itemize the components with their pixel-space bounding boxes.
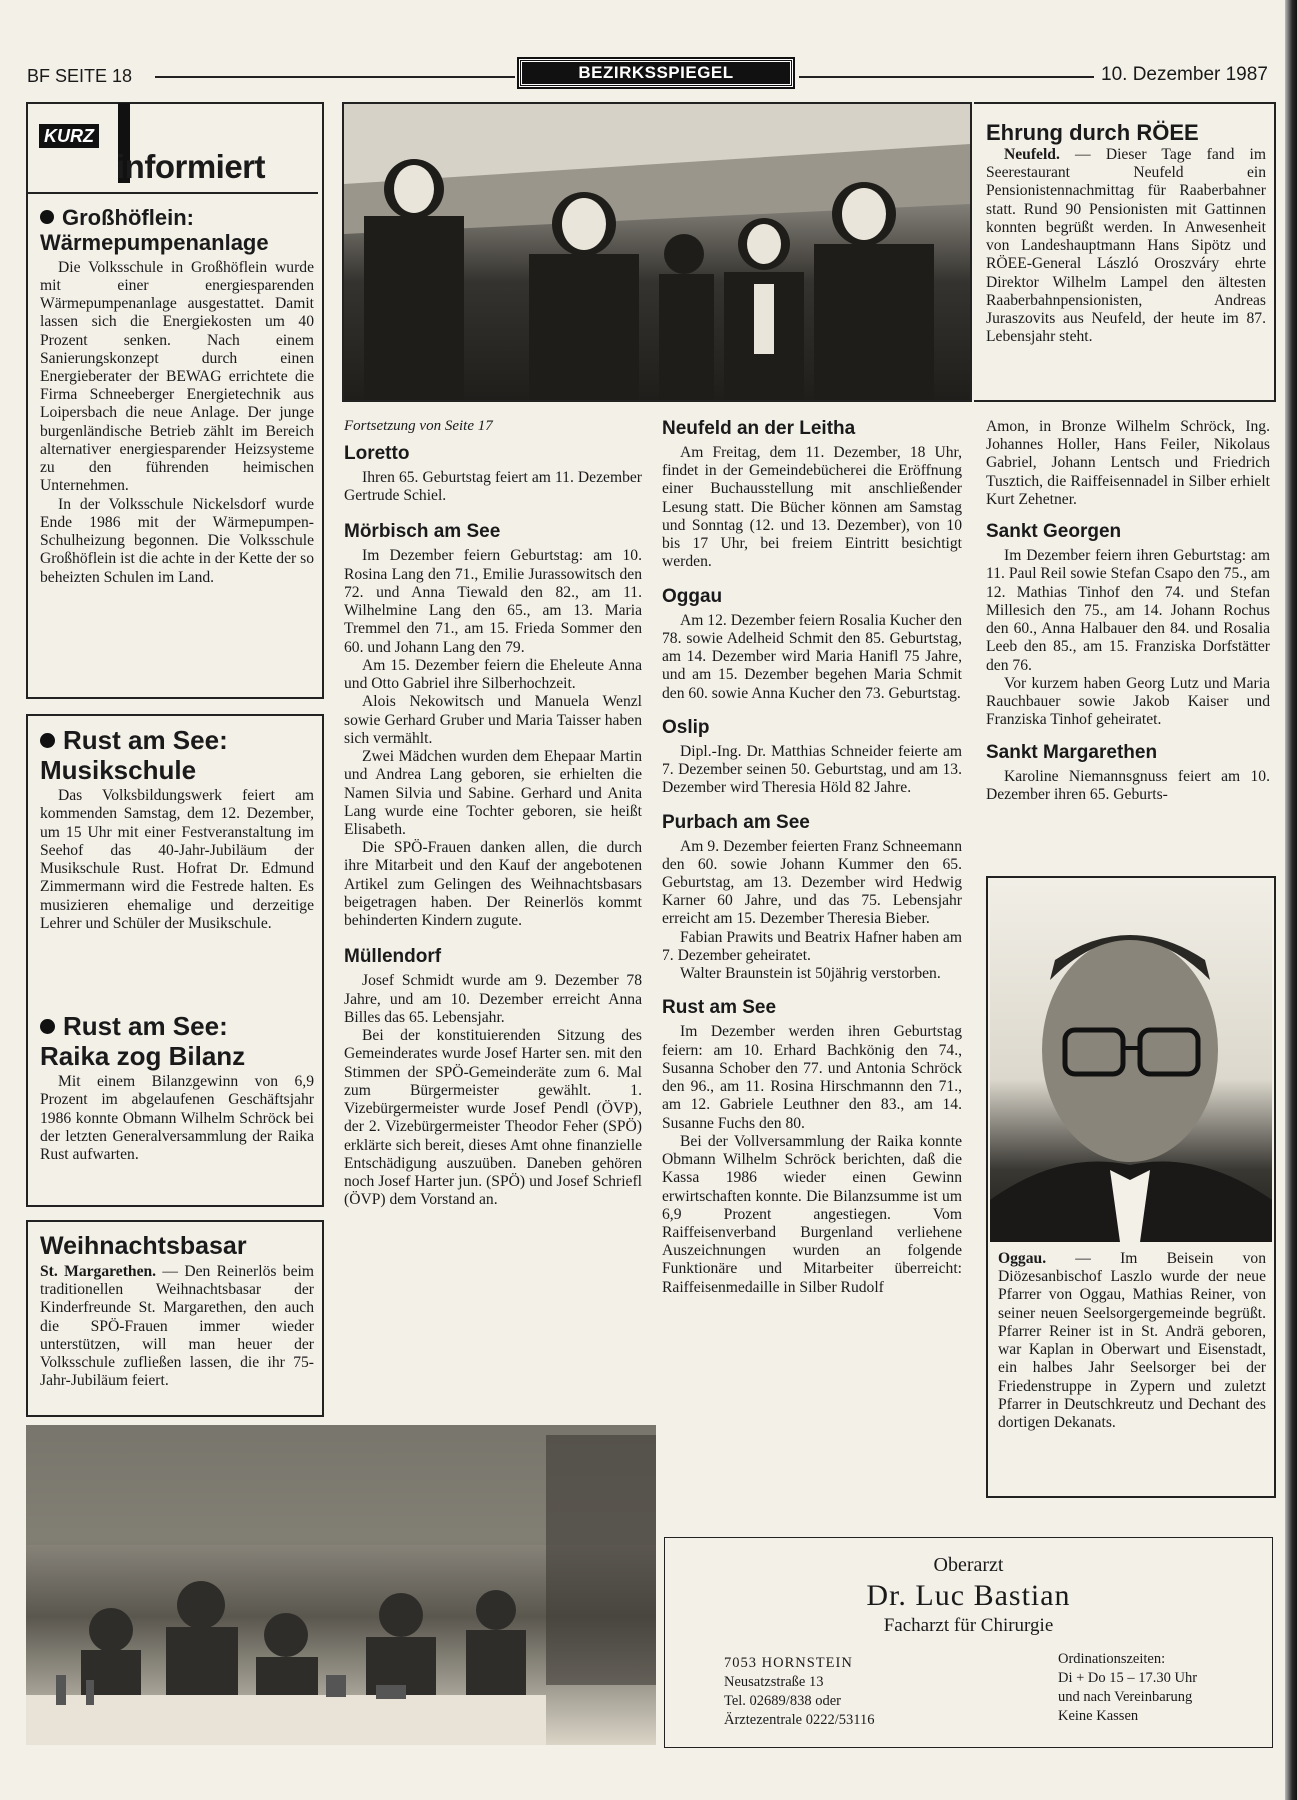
ad-hours	[1058, 1650, 1197, 1725]
kurz-title-underline	[28, 192, 318, 194]
ad-address-line: 7053 HORNSTEIN	[724, 1655, 853, 1671]
title-line-1: Großhöflein:	[62, 205, 194, 230]
column-2	[344, 418, 642, 1209]
article-ehrung	[986, 120, 1266, 347]
photo-weihnachtsbasar	[26, 1425, 656, 1745]
article-grosshoeflein-p1: Die Volksschule in Großhöflein wurde mit einer energiesparenden Wärmepumpenanlage ausgestattet. Damit lassen sich die Energiekosten um 40 Prozent senken. Nach einem Sanierungskonzept durch einen Energieberater der BEWAG errichtete die Firma Schneeberger Energietechnik aus Loipersbach die neue Anlage. Der junge burgenländische Betrieb zählt im Bereich alternativer energiesparender Heizsysteme zu den führenden heimischen Unternehmen.	[40, 258, 314, 495]
issue-date: 10. Dezember 1987	[1101, 64, 1268, 85]
header-rule-right	[799, 76, 1094, 78]
page-label: BF SEITE 18	[27, 66, 133, 86]
ad-address-line: Neusatzstraße 13	[724, 1673, 824, 1690]
georgen-p1: Im Dezember feiern ihren Geburtstag: am 11. Paul Reil sowie Stefan Csapo den 75., am 12. Mathias Tinhof den 74. und Stefan Millesich den 75., am 14. Johann Rochus den 60., Anna Halbauer den 84. und Rosalia Leeb den 85., am 15. Franziska Dorfstätter den 76.	[986, 547, 1270, 674]
article-weihnachtsbasar-body	[40, 1263, 314, 1391]
article-grosshoeflein-title	[40, 205, 314, 256]
article-rust-raika-p1: Mit einem Bilanzgewinn von 6,9 Prozent im abgelaufenen Geschäftsjahr 1986 konnte Obmann Wilhelm Schröck bei der letzten Generalversammlung der Raika Rust aufwarten.	[40, 1073, 314, 1164]
oggau-p1: Am 12. Dezember feiern Rosalia Kucher den 78. sowie Adelheid Schmit den 85. Geburtstag, am 14. Dezember wird Maria Hanifl 75 Jahre, und am 15. Dezember begehen Maria Schmit den 60. sowie Anna Kucher den 73. Geburtstag.	[662, 611, 962, 702]
kurz-badge: KURZ	[39, 124, 99, 148]
portrait-illustration	[990, 880, 1272, 1242]
oslip-p1: Dipl.-Ing. Dr. Matthias Schneider feierte am 7. Dezember seinen 50. Geburtstag, und am 13. Dezember wird Theresia Höld 82 Jahre.	[662, 742, 962, 797]
article-ehrung-body	[986, 146, 1266, 347]
section-title	[519, 59, 793, 87]
dateline: Neufeld.	[1004, 146, 1060, 163]
heading-muellendorf: Müllendorf	[344, 946, 442, 968]
article-weihnachtsbasar	[40, 1232, 314, 1391]
heading-oslip: Oslip	[662, 716, 710, 738]
moerbisch-p3: Alois Nekowitsch und Manuela Wenzl sowie Gerhard Gruber und Maria Taisser haben sich vermählt.	[344, 693, 642, 747]
header-rule-left	[155, 76, 515, 78]
moerbisch-p4: Zwei Mädchen wurden dem Ehepaar Martin und Andrea Lang geboren, sie erhielten die Namen Silvia und Sabine. Gerhard und Anita Lang wurde eine Tochter geboren, sie heißt Elisabeth.	[344, 748, 642, 838]
ad-title: Oberarzt	[933, 1554, 1004, 1576]
heading-moerbisch: Mörbisch am See	[344, 521, 501, 543]
heading-loretto: Loretto	[344, 443, 410, 464]
georgen-p2: Vor kurzem haben Georg Lutz und Maria Rauchbauer sowie Jakob Kaiser und Franziska Tinhof geheiratet.	[986, 674, 1270, 729]
heading-sankt-margarethen: Sankt Margarethen	[986, 741, 1158, 763]
rust-p1: Im Dezember werden ihren Geburtstag feiern: am 10. Erhard Bachkönig den 74., Susanna Schober den 77. und Antonia Schröck den 96., am 11. Rosina Hirschmannn den 71., am 12. Gabriele Leuthner den 83., am 14. Susanne Fuchs den 80.	[662, 1023, 962, 1132]
caption-body	[998, 1250, 1266, 1432]
ad-hours-line: Keine Kassen	[1058, 1707, 1139, 1724]
muellendorf-p1: Josef Schmidt wurde am 9. Dezember 78 Jahre, und am 10. Dezember erreicht Anna Billes das 65. Lebensjahr.	[344, 972, 642, 1026]
article-grosshoeflein	[40, 205, 314, 587]
article-rust-musikschule	[40, 726, 314, 933]
title-line-1: Rust am See:	[63, 1011, 228, 1041]
loretto-p1: Ihren 65. Geburtstag feiert am 11. Dezember Gertrude Schiel.	[344, 469, 642, 505]
dateline: St. Margarethen.	[40, 1263, 157, 1280]
moerbisch-p5: Die SPÖ-Frauen danken allen, die durch ihre Mitarbeit und den Kauf der angebotenen Artikel zum Gelingen des Weihnachtsbasars beigetragen haben. Der Reinerlös kommt behinderten Kindern zugute.	[344, 839, 642, 930]
text: — Den Reinerlös beim traditionellen Weihnachtsbasar der Kinderfreunde St. Margarethen, den auch die SPÖ-Frauen immer wieder unterstützen, will man heuer der Volksschule zufließen lassen, die ihr 75-Jahr-Jubiläum feiert.	[40, 1263, 314, 1390]
heading-neufeld: Neufeld an der Leitha	[662, 418, 856, 439]
col4-continuation: Amon, in Bronze Wilhelm Schröck, Ing. Johannes Holler, Hans Feiler, Nikolaus Gabriel, Johann Lentsch und Friedrich Tusztich, die Raiffeisennadel in Silber erhielt Kurt Zehetner.	[986, 418, 1270, 508]
text: — Dieser Tage fand im Seerestaurant Neufeld ein Pensionistennachmittag für Raaberbahner statt. Rund 90 Pensionisten mit Gattinnen konnten begrüßt werden. In Anwesenheit von Landeshauptmann Hans Sipötz und RÖEE-General László Oroszváry ehrte Direktor Wilhelm Lampel den ältesten Raaberbahnpensionisten, Andreas Juraszovits aus Neufeld, der heute im 87. Lebensjahr steht.	[986, 146, 1266, 346]
title-line-1: Rust am See:	[63, 725, 228, 755]
section-title-text: BEZIRKSSPIEGEL	[578, 63, 734, 82]
ad-hours-line: und nach Vereinbarung	[1058, 1688, 1193, 1705]
ad-phone: Ärztezentrale 0222/53116	[724, 1711, 875, 1728]
purbach-p3: Walter Braunstein ist 50jährig verstorben.	[680, 965, 941, 983]
margarethen-p1: Karoline Niemannsgnuss feiert am 10. Dezember ihren 65. Geburts-	[986, 767, 1270, 803]
bullet-icon	[40, 210, 54, 224]
muellendorf-p2: Bei der konstituierenden Sitzung des Gemeinderates wurde Josef Harter sen. mit den Stimmen der SPÖ-Gemeinderäte zum 6. Mal zum Bürgermeister gewählt. 1. Vizebürgermeister wurde Josef Pendl (ÖVP), der 2. Vizebürgermeister Theodor Feher (SPÖ) erklärte sich bereit, dieses Amt ohne finanzielle Entschädigung auszuüben. Daneben gehören noch Josef Harter jun. (SPÖ) und Josef Schriefl (ÖVP) dem Vorstand an.	[344, 1027, 642, 1209]
market-scene-illustration	[26, 1425, 656, 1745]
title-line-2: Wärmepumpenanlage	[40, 230, 269, 256]
column-3	[662, 412, 962, 1297]
ad-header	[664, 1554, 1273, 1637]
article-weihnachtsbasar-title: Weihnachtsbasar	[40, 1232, 247, 1260]
title-line-2: Raika zog Bilanz	[40, 1040, 246, 1071]
bullet-icon	[40, 733, 55, 748]
article-rust-musikschule-p1: Das Volksbildungswerk feiert am kommenden Samstag, dem 12. Dezember, um 15 Uhr mit einer Festveranstaltung im Seehof das 40-Jahr-Jubiläum der Musikschule Rust. Hofrat Dr. Edmund Zimmermann wird die Festrede halten. Es musizieren ehemalige und derzeitige Lehrer und Schüler der Musikschule.	[40, 787, 314, 932]
article-ehrung-title: Ehrung durch RÖEE	[986, 120, 1199, 145]
ad-address	[724, 1654, 874, 1729]
portrait-caption	[998, 1250, 1266, 1432]
column-4	[986, 418, 1270, 804]
heading-rust: Rust am See	[662, 997, 777, 1019]
purbach-p2: Fabian Prawits und Beatrix Hafner haben am 7. Dezember geheiratet.	[662, 928, 962, 964]
continued-note: Fortsetzung von Seite 17	[344, 418, 493, 434]
text: — Im Beisein von Diözesanbischof Laszlo wurde der neue Pfarrer von Oggau, Mathias Reiner, von seiner neuen Seelsorgergemeinde begrüßt. Pfarrer Reiner ist in St. Andrä geboren, war Kaplan in Oberwart und Eisenstadt, ein halbes Jahr Seelsorger bei der Friedenstruppe in Zypern und zuletzt Pfarrer in Deutschkreutz und Dechant des dortigen Dekanats.	[998, 1250, 1266, 1432]
article-rust-musikschule-title	[40, 726, 314, 785]
rust-p2: Bei der Vollversammlung der Raika konnte Obmann Wilhelm Schröck berichten, daß die Kassa 1986 wieder einen Gewinn erwirtschaften konnte. Die Bilanzsumme ist um 6,9 Prozent angestiegen. Vom Raiffeisenverband Burgenland verliehene Auszeichnungen wurden an folgende Funktionäre und Mitarbeiter überreicht: Raiffeisenmedaille in Silber Rudolf	[662, 1132, 962, 1296]
ad-hours-line: Ordinationszeiten:	[1058, 1651, 1166, 1667]
ad-hours-line: Di + Do 15 – 17.30 Uhr	[1058, 1669, 1198, 1686]
article-rust-raika-title	[40, 1012, 314, 1071]
title-line-2: Musikschule	[40, 754, 197, 785]
kurz-title: informiert	[116, 148, 266, 185]
photo-ehrung-roeee	[342, 102, 972, 402]
heading-oggau: Oggau	[662, 585, 723, 607]
ad-phone: Tel. 02689/838 oder	[724, 1692, 841, 1709]
photo-pfarrer-portrait	[990, 880, 1272, 1242]
heading-purbach: Purbach am See	[662, 811, 810, 833]
page-binding-edge	[1285, 0, 1297, 1800]
ad-doctor-name: Dr. Luc Bastian	[866, 1579, 1071, 1612]
moerbisch-p1: Im Dezember feiern Geburtstag: am 10. Rosina Lang den 71., Emilie Jurassowitsch den 72. und Anna Tiewald den 82., am 11. Wilhelmine Lang den 65., am 13. Maria Tremmel den 71., am 15. Frieda Sommer den 60. und Johann Lang den 79.	[344, 547, 642, 656]
moerbisch-p2: Am 15. Dezember feiern die Eheleute Anna und Otto Gabriel ihre Silberhochzeit.	[344, 656, 642, 693]
bullet-icon	[40, 1019, 55, 1034]
heading-sankt-georgen: Sankt Georgen	[986, 521, 1122, 543]
ad-specialty: Facharzt für Chirurgie	[883, 1615, 1054, 1636]
article-rust-raika	[40, 1012, 314, 1164]
dateline: Oggau.	[998, 1250, 1047, 1267]
article-grosshoeflein-p2: In der Volksschule Nickelsdorf wurde Ende 1986 mit der Wärmepumpen-Schulheizung begonnen. Die Volksschule Großhöflein ist die achte in der Kette der so beheizten Schulen im Land.	[40, 495, 314, 586]
purbach-p1: Am 9. Dezember feierten Franz Schneemann den 60. sowie Johann Kummer den 65. Geburtstag, am 13. Dezember wird Hedwig Karner 60 Jahre, und das 75. Lebensjahr erreicht am 15. Dezember Theresia Bieber.	[662, 837, 962, 928]
neufeld-p1: Am Freitag, dem 11. Dezember, 18 Uhr, findet in der Gemeindebücherei die Eröffnung einer Buchausstellung mit anschließender Lesung statt. Die Bücher können am Samstag und Sonntag (12. und 13. Dezember), von 10 bis 17 Uhr, bei freiem Eintritt besichtigt werden.	[662, 444, 962, 571]
ceremony-illustration	[344, 104, 970, 400]
